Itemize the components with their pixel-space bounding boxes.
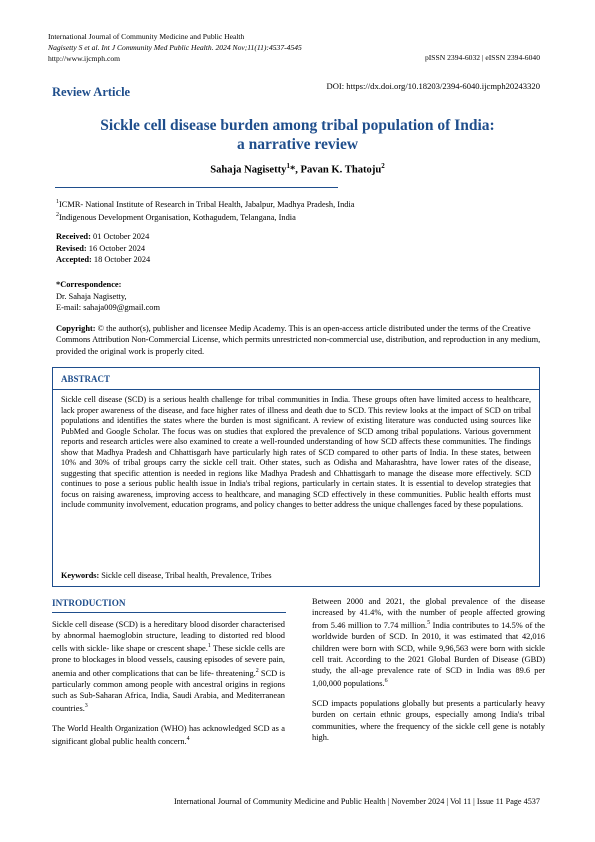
- text-column-left: [52, 619, 285, 756]
- page-footer: International Journal of Community Medicine and Public Health | November 2024 | Vol 11 | Issue 11 Page 4537: [173, 797, 540, 806]
- citation-ref[interactable]: 6: [384, 678, 388, 685]
- copyright-text: © the author(s), publisher and licensee Medip Academy. This is an open-access article distributed under the terms of the Creative Commons Attribution Non-Commercial License, which permits unrestricted non-commercial use, distribution, and reproduction in any medium, provided the original work is properly cited.: [56, 324, 541, 356]
- revised-label: Revised:: [56, 243, 87, 253]
- received-date: [56, 231, 150, 243]
- accepted-label: Accepted:: [56, 255, 92, 264]
- keywords: [61, 571, 272, 580]
- paragraph: SCD impacts populations globally but presents a particularly heavy burden on certain ethnic groups, especially among India's tribal communities, where the frequency of the sickle cell gene is notably high.: [312, 699, 545, 742]
- keywords-text: Sickle cell disease, Tribal health, Prevalence, Tribes: [99, 571, 272, 580]
- paragraph: Between 2000 and 2021, the global prevalence of the disease increased by 41.4%, with the number of people affected growing from 5.46 million to 7.74 million.$^5$ India contributes to 14.5% of the worldwide burden of SCD. In 2010, it was estimated that 42,016 children were born with SCD, while 9,96,563 were born with sickle cell trait. According to the 2021 Global Burden of Disease (GBD) study, the all-age prevalence rate of SCD in India was 89.6 per 1,00,000 populations.$^6$: [312, 597, 546, 689]
- correspondence-label: *Correspondence:: [56, 280, 122, 289]
- citation: Nagisetty S et al. Int J Community Med Public Health. 2024 Nov;11(11):4537-4545: [48, 43, 302, 52]
- received-label: Received:: [56, 232, 91, 241]
- divider: [55, 187, 338, 188]
- author-1-affil: 1: [286, 162, 290, 170]
- affil-text-2: Indigenous Development Organisation, Kothagudem, Telangana, India: [59, 213, 296, 223]
- citation-ref[interactable]: 1: [207, 643, 211, 650]
- author-1-mark: *,: [289, 164, 301, 176]
- title-line-1: Sickle cell disease burden among tribal population of India:: [100, 117, 495, 134]
- copyright-label: Copyright:: [56, 324, 96, 333]
- abstract-box: [52, 367, 540, 587]
- section-divider: [52, 612, 286, 613]
- author-2: Pavan K. Thatoju: [300, 164, 382, 176]
- doi-link[interactable]: DOI: https://dx.doi.org/10.18203/2394-6040.ijcmph20243320: [326, 81, 540, 91]
- article-dates: [56, 231, 150, 266]
- correspondence-name: Dr. Sahaja Nagisetty,: [56, 291, 127, 301]
- keywords-label: Keywords:: [61, 571, 100, 580]
- citation-ref[interactable]: 3: [84, 703, 88, 710]
- journal-url[interactable]: http://www.ijcmph.com: [48, 54, 121, 63]
- paragraph: The World Health Organization (WHO) has acknowledged SCD as a significant global public health concern.$^4$: [52, 724, 285, 747]
- revised-value: 16 October 2024: [86, 243, 146, 253]
- affil-num-1: 1: [56, 199, 59, 205]
- issn: pISSN 2394-6032 | eISSN 2394-6040: [424, 53, 540, 62]
- journal-name: International Journal of Community Medicine and Public Health: [48, 32, 245, 41]
- abstract-divider: [53, 389, 539, 390]
- affil-text-1: ICMR- National Institute of Research in Tribal Health, Jabalpur, Madhya Pradesh, India: [59, 199, 355, 209]
- affiliation-1: [56, 197, 355, 210]
- section-heading-introduction: INTRODUCTION: [52, 598, 126, 608]
- received-value: 01 October 2024: [90, 232, 150, 241]
- article-title: [0, 116, 595, 154]
- accepted-value: 18 October 2024: [91, 255, 151, 264]
- copyright-notice: [56, 323, 542, 357]
- author-2-affil: 2: [381, 162, 385, 170]
- affil-num-2: 2: [56, 212, 59, 219]
- correspondence: [56, 279, 160, 314]
- affiliations: [56, 197, 355, 224]
- text-column-right: [312, 596, 545, 752]
- abstract-text: Sickle cell disease (SCD) is a serious health challenge for tribal communities in India. These groups often have limited access to healthcare, lack proper awareness of the disease, and face higher rates of illness and death due to SCD. This review looks at the impact of SCD on tribal populations and identifies the states where the burden is most significant. A review of existing literature was conducted using sources like PubMed and Google Scholar. The focus was on studies that explored the prevalence of SCD among tribal populations. Various government reports and research articles were also examined to create a well-rounded understanding of how SCD affects these communities. The findings show that Madhya Pradesh and Chhattisgarh have particularly high rates of SCD compared to other parts of India. In these states, between 10% and 30% of tribal groups carry the sickle cell trait. Other states, such as Odisha and Maharashtra, have lower rates of the disease, suggesting that specific attention is needed in regions like Madhya Pradesh and Chhattisgarh to manage the disease more effectively. SCD continues to pose a serious public health issue in India's tribal regions, particularly in certain states. It is essential to develop strategies that focus on raising awareness, improving access to healthcare, and managing SCD effectively in these communities. Public health efforts must include community involvement, education programs, and policy changes to better address the unique challenges faced by these populations.: [61, 395, 531, 509]
- correspondence-email[interactable]: E-mail: sahaja009@gmail.com: [56, 303, 160, 312]
- paragraph: Sickle cell disease (SCD) is a hereditary blood disorder characterised by abnormal haemoglobin structure, leading to distorted red blood cells with sickle- like shape or crescent shape.$^1$ These sickle cells are prone to blockages in blood vessels, causing episodes of severe pain, anemia and other complications that can be life- threatening.$^2$ SCD is particularly common among people with ancestral origins in regions such as Sub-Saharan Africa, India, Saudi Arabia, and Mediterranean countries.$^3$: [52, 620, 286, 713]
- author-list: [0, 162, 595, 176]
- affiliation-2: [56, 210, 355, 223]
- title-line-2: a narrative review: [236, 136, 359, 153]
- citation-ref[interactable]: 2: [255, 667, 259, 674]
- accepted-date: [56, 254, 150, 266]
- abstract-heading: ABSTRACT: [61, 374, 111, 384]
- citation-ref[interactable]: 4: [186, 736, 190, 743]
- citation-ref[interactable]: 5: [427, 620, 431, 627]
- revised-date: [56, 243, 150, 255]
- running-header: [48, 31, 302, 64]
- author-1: Sahaja Nagisetty: [210, 164, 287, 176]
- article-type: Review Article: [52, 85, 131, 99]
